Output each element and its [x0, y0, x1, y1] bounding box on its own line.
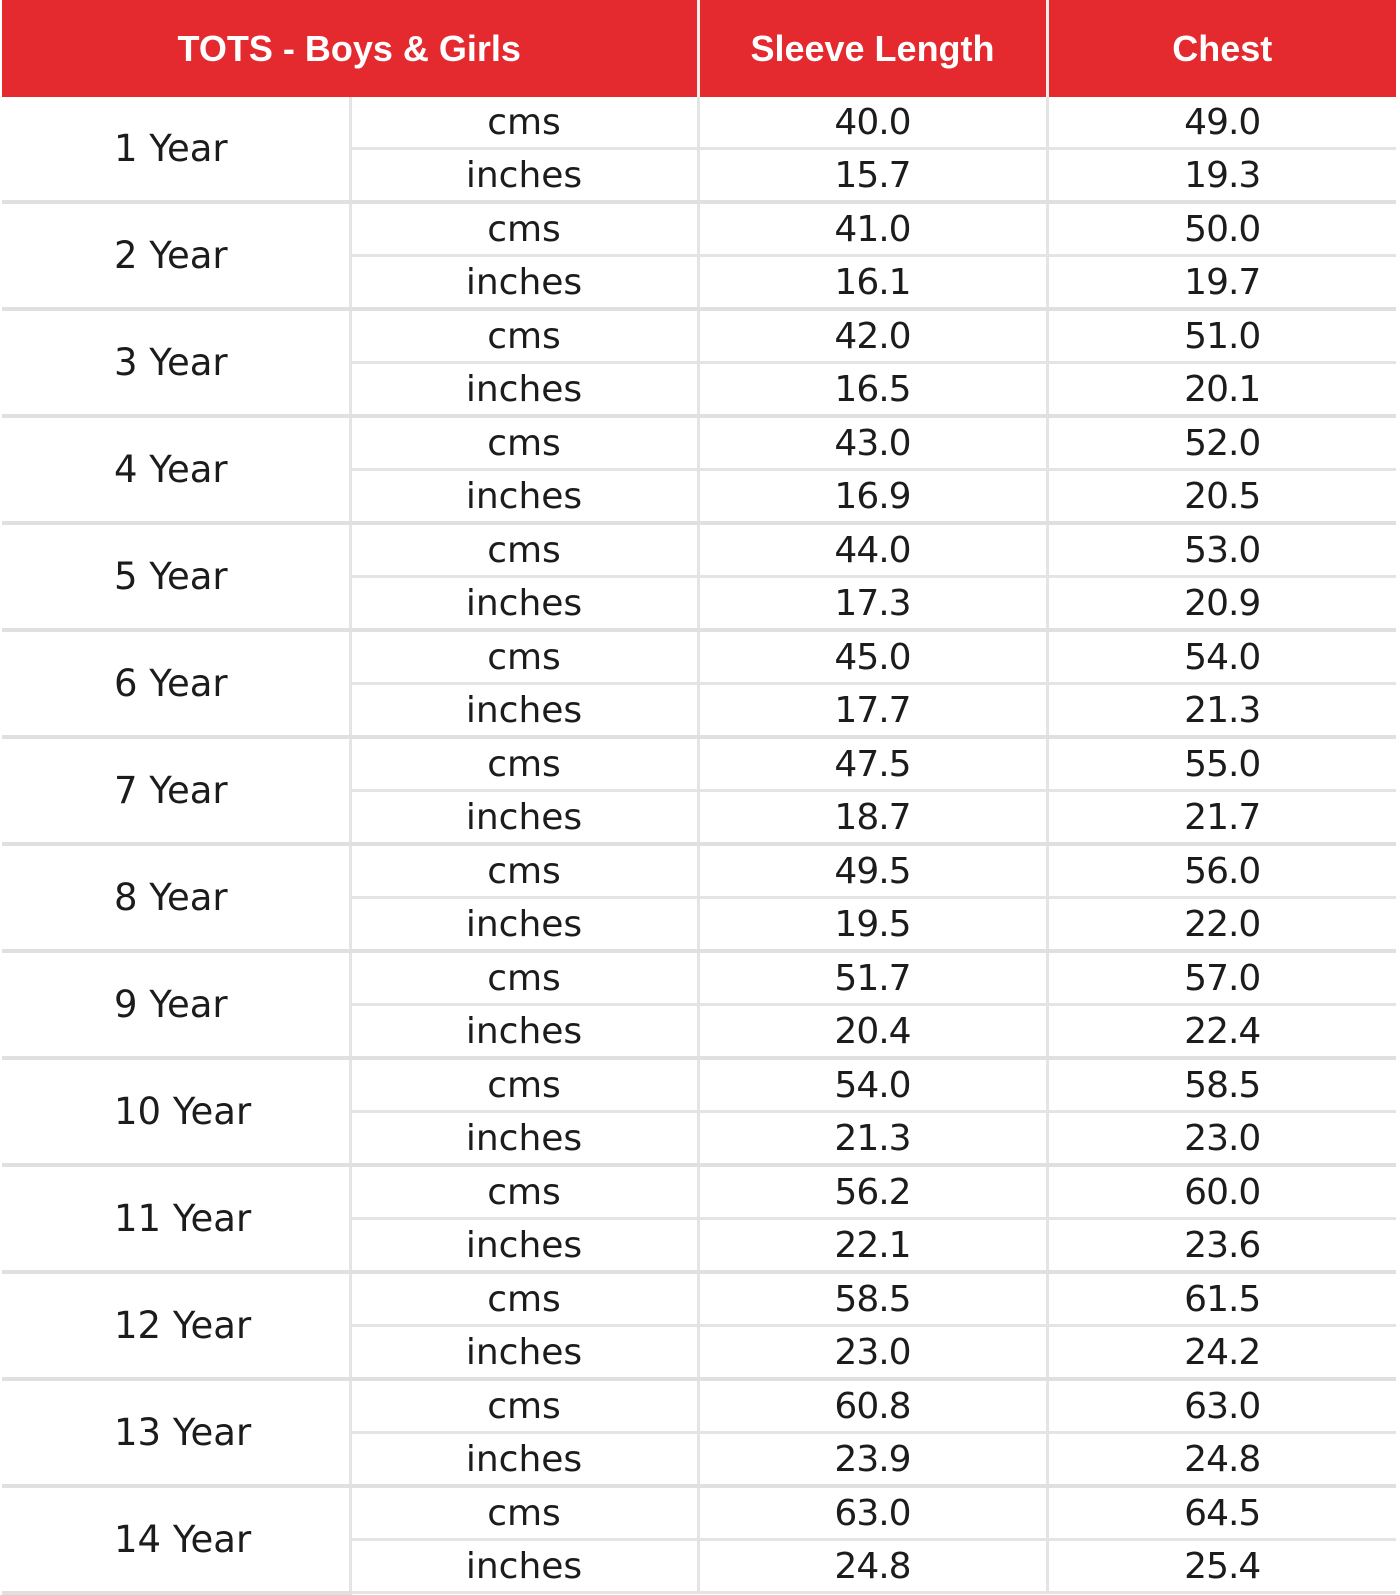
- sleeve-length-value: 22.1: [698, 1219, 1047, 1273]
- sleeve-length-value: 24.8: [698, 1540, 1047, 1593]
- sleeve-length-value: 44.0: [698, 523, 1047, 577]
- header-tots-boys-girls: TOTS - Boys & Girls: [2, 0, 698, 97]
- chest-value: 20.5: [1047, 470, 1396, 524]
- size-label: 11 Year: [2, 1165, 350, 1272]
- size-label: 7 Year: [2, 737, 350, 844]
- size-label: 9 Year: [2, 951, 350, 1058]
- chest-value: 55.0: [1047, 737, 1396, 791]
- table-row: [2, 844, 1396, 898]
- sleeve-length-value: 18.7: [698, 791, 1047, 845]
- unit-label-cms: cms: [350, 737, 698, 791]
- chest-value: 49.0: [1047, 97, 1396, 149]
- unit-label-cms: cms: [350, 1165, 698, 1219]
- chest-value: 57.0: [1047, 951, 1396, 1005]
- sleeve-length-value: 41.0: [698, 202, 1047, 256]
- header-sleeve-length: Sleeve Length: [698, 0, 1047, 97]
- chest-value: 21.7: [1047, 791, 1396, 845]
- unit-label-inches: inches: [350, 577, 698, 631]
- table-row: [2, 523, 1396, 577]
- chest-value: 23.6: [1047, 1219, 1396, 1273]
- chest-value: 53.0: [1047, 523, 1396, 577]
- unit-label-cms: cms: [350, 97, 698, 149]
- sleeve-length-value: 54.0: [698, 1058, 1047, 1112]
- table-body: [2, 97, 1396, 1593]
- sleeve-length-value: 51.7: [698, 951, 1047, 1005]
- chest-value: 63.0: [1047, 1379, 1396, 1433]
- chest-value: 54.0: [1047, 630, 1396, 684]
- chest-value: 52.0: [1047, 416, 1396, 470]
- chest-value: 56.0: [1047, 844, 1396, 898]
- sleeve-length-value: 23.0: [698, 1326, 1047, 1380]
- table-row: [2, 737, 1396, 791]
- unit-label-inches: inches: [350, 1433, 698, 1487]
- unit-label-inches: inches: [350, 1219, 698, 1273]
- size-label: 13 Year: [2, 1379, 350, 1486]
- size-chart-table: [2, 0, 1396, 1595]
- chest-value: 50.0: [1047, 202, 1396, 256]
- chest-value: 23.0: [1047, 1112, 1396, 1166]
- unit-label-cms: cms: [350, 1058, 698, 1112]
- chest-value: 25.4: [1047, 1540, 1396, 1593]
- unit-label-cms: cms: [350, 1272, 698, 1326]
- chest-value: 61.5: [1047, 1272, 1396, 1326]
- table-row: [2, 1486, 1396, 1540]
- unit-label-cms: cms: [350, 1486, 698, 1540]
- sleeve-length-value: 47.5: [698, 737, 1047, 791]
- sleeve-length-value: 56.2: [698, 1165, 1047, 1219]
- unit-label-cms: cms: [350, 202, 698, 256]
- chest-value: 64.5: [1047, 1486, 1396, 1540]
- sleeve-length-value: 16.9: [698, 470, 1047, 524]
- size-label: 3 Year: [2, 309, 350, 416]
- chest-value: 19.7: [1047, 256, 1396, 310]
- unit-label-cms: cms: [350, 630, 698, 684]
- sleeve-length-value: 40.0: [698, 97, 1047, 149]
- size-label: 5 Year: [2, 523, 350, 630]
- chest-value: 20.9: [1047, 577, 1396, 631]
- size-label: 12 Year: [2, 1272, 350, 1379]
- unit-label-inches: inches: [350, 898, 698, 952]
- header-chest: Chest: [1047, 0, 1396, 97]
- header-row: [2, 0, 1396, 97]
- size-label: 10 Year: [2, 1058, 350, 1165]
- chest-value: 22.0: [1047, 898, 1396, 952]
- sleeve-length-value: 42.0: [698, 309, 1047, 363]
- sleeve-length-value: 16.5: [698, 363, 1047, 417]
- chest-value: 19.3: [1047, 149, 1396, 203]
- unit-label-inches: inches: [350, 791, 698, 845]
- unit-label-inches: inches: [350, 684, 698, 738]
- table-row: [2, 97, 1396, 149]
- sleeve-length-value: 43.0: [698, 416, 1047, 470]
- table-row: [2, 951, 1396, 1005]
- size-label: 4 Year: [2, 416, 350, 523]
- unit-label-cms: cms: [350, 416, 698, 470]
- sleeve-length-value: 21.3: [698, 1112, 1047, 1166]
- unit-label-inches: inches: [350, 149, 698, 203]
- unit-label-cms: cms: [350, 844, 698, 898]
- unit-label-cms: cms: [350, 523, 698, 577]
- unit-label-cms: cms: [350, 1379, 698, 1433]
- unit-label-inches: inches: [350, 1005, 698, 1059]
- unit-label-cms: cms: [350, 309, 698, 363]
- sleeve-length-value: 16.1: [698, 256, 1047, 310]
- chest-value: 51.0: [1047, 309, 1396, 363]
- chest-value: 20.1: [1047, 363, 1396, 417]
- sleeve-length-value: 19.5: [698, 898, 1047, 952]
- table-row: [2, 1272, 1396, 1326]
- unit-label-inches: inches: [350, 1540, 698, 1593]
- size-label: 6 Year: [2, 630, 350, 737]
- size-label: 2 Year: [2, 202, 350, 309]
- unit-label-inches: inches: [350, 1326, 698, 1380]
- sleeve-length-value: 45.0: [698, 630, 1047, 684]
- sleeve-length-value: 49.5: [698, 844, 1047, 898]
- table-row: [2, 309, 1396, 363]
- sleeve-length-value: 58.5: [698, 1272, 1047, 1326]
- chest-value: 60.0: [1047, 1165, 1396, 1219]
- table-row: [2, 1165, 1396, 1219]
- sleeve-length-value: 60.8: [698, 1379, 1047, 1433]
- unit-label-inches: inches: [350, 470, 698, 524]
- size-label: 8 Year: [2, 844, 350, 951]
- sleeve-length-value: 17.3: [698, 577, 1047, 631]
- unit-label-inches: inches: [350, 1112, 698, 1166]
- table-row: [2, 202, 1396, 256]
- chest-value: 24.8: [1047, 1433, 1396, 1487]
- table-row: [2, 416, 1396, 470]
- sleeve-length-value: 20.4: [698, 1005, 1047, 1059]
- unit-label-inches: inches: [350, 256, 698, 310]
- table-row: [2, 630, 1396, 684]
- sleeve-length-value: 17.7: [698, 684, 1047, 738]
- table-header: [2, 0, 1396, 97]
- sleeve-length-value: 23.9: [698, 1433, 1047, 1487]
- chest-value: 22.4: [1047, 1005, 1396, 1059]
- size-label: 1 Year: [2, 97, 350, 202]
- unit-label-inches: inches: [350, 363, 698, 417]
- table-row: [2, 1058, 1396, 1112]
- chest-value: 24.2: [1047, 1326, 1396, 1380]
- table-row: [2, 1379, 1396, 1433]
- sleeve-length-value: 63.0: [698, 1486, 1047, 1540]
- size-label: 14 Year: [2, 1486, 350, 1593]
- chest-value: 21.3: [1047, 684, 1396, 738]
- chest-value: 58.5: [1047, 1058, 1396, 1112]
- sleeve-length-value: 15.7: [698, 149, 1047, 203]
- unit-label-cms: cms: [350, 951, 698, 1005]
